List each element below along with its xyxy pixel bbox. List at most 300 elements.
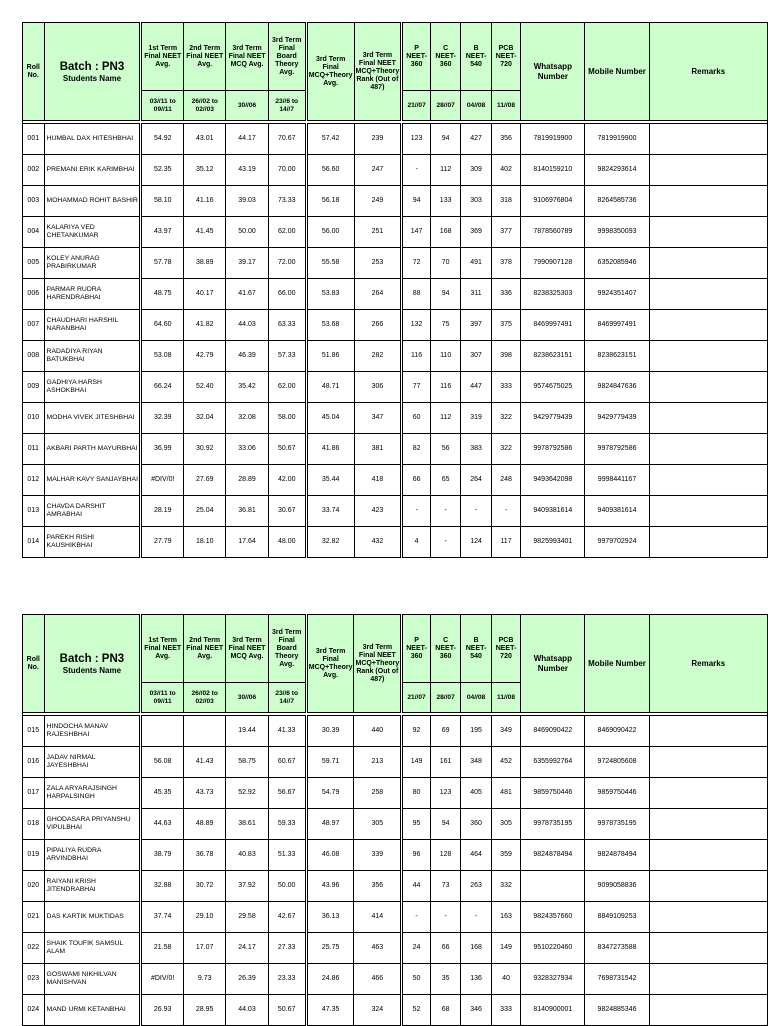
t1-header: 1st Term Final NEET Avg. (141, 23, 184, 91)
roll-cell: 004 (23, 217, 45, 248)
remarks-cell (649, 716, 767, 747)
t3-mcq-date: 30//06 (226, 683, 268, 713)
pcb-cell: 377 (491, 217, 521, 248)
c-cell: 168 (430, 217, 460, 248)
mobile-cell: 7819919900 (585, 124, 649, 155)
pcb-cell: 349 (491, 716, 521, 747)
mobile-cell: 9998441167 (585, 465, 649, 496)
t3-board-cell: 42.67 (268, 902, 306, 933)
t1-avg-cell: 56.08 (141, 747, 184, 778)
b-header: B NEET-540 (461, 615, 491, 683)
c-cell: 133 (430, 186, 460, 217)
t3-mcq-theory-cell: 45.04 (306, 403, 354, 434)
pcb-cell: 402 (491, 155, 521, 186)
c-header: C NEET-360 (430, 23, 460, 91)
whatsapp-cell: 7990907128 (521, 248, 585, 279)
t3-mcq-cell: 52.92 (226, 778, 268, 809)
p-cell: - (402, 902, 431, 933)
t1-avg-cell: 27.79 (141, 527, 184, 558)
mobile-cell: 9978792586 (585, 434, 649, 465)
b-cell: 369 (461, 217, 491, 248)
c-cell: 73 (430, 871, 460, 902)
t1-avg-cell: 53.08 (141, 341, 184, 372)
batch-title: Batch : PN3 (59, 60, 125, 73)
t2-avg-cell: 41.82 (184, 310, 226, 341)
t3-mcq-theory-cell: 36.13 (306, 902, 354, 933)
student-name-cell: HINDOCHA MANAV RAJESHBHAI (44, 716, 141, 747)
remarks-cell (649, 155, 767, 186)
t1-avg-cell: 32.88 (141, 871, 184, 902)
t3-mcq-cell: 44.03 (226, 310, 268, 341)
c-cell: 69 (430, 716, 460, 747)
remarks-header: Remarks (649, 615, 767, 713)
t2-avg-cell: 32.04 (184, 403, 226, 434)
p-date: 21//07 (402, 91, 431, 121)
student-name-cell: GOSWAMI NIKHILVAN MANISHVAN (44, 964, 141, 995)
whatsapp-cell: 7878560789 (521, 217, 585, 248)
remarks-cell (649, 527, 767, 558)
t2-header: 2nd Term Final NEET Avg. (184, 23, 226, 91)
t1-avg-cell: 32.39 (141, 403, 184, 434)
p-header: P NEET-360 (402, 615, 431, 683)
b-cell: 263 (461, 871, 491, 902)
b-cell: 348 (461, 747, 491, 778)
pcb-date: 11//08 (491, 91, 521, 121)
c-date: 28//07 (430, 91, 460, 121)
t3-board-cell: 62.00 (268, 217, 306, 248)
b-cell: - (461, 902, 491, 933)
t3-mcq-theory-cell: 32.82 (306, 527, 354, 558)
p-cell: 60 (402, 403, 431, 434)
student-name-cell: HUMBAL DAX HITESHBHAI (44, 124, 141, 155)
roll-cell: 023 (23, 964, 45, 995)
student-name-cell: ZALA ARYARAJSINGH HARPALSINGH (44, 778, 141, 809)
t3-mcq-theory-cell: 33.74 (306, 496, 354, 527)
pcb-date: 11//08 (491, 683, 521, 713)
t3-mcq-cell: 46.39 (226, 341, 268, 372)
student-name-cell: MOHAMMAD ROHIT BASHIR (44, 186, 141, 217)
t3-board-cell: 27.33 (268, 933, 306, 964)
t1-avg-cell (141, 716, 184, 747)
remarks-cell (649, 840, 767, 871)
student-name-cell: KALARIYA VED CHETANKUMAR (44, 217, 141, 248)
mobile-cell: 7698731542 (585, 964, 649, 995)
rank-cell: 264 (354, 279, 402, 310)
whatsapp-cell: 9859750446 (521, 778, 585, 809)
whatsapp-cell: 8469997491 (521, 310, 585, 341)
c-cell: 128 (430, 840, 460, 871)
t3-board-cell: 57.33 (268, 341, 306, 372)
p-cell: 123 (402, 124, 431, 155)
t3-mcq-cell: 39.17 (226, 248, 268, 279)
b-cell: 346 (461, 995, 491, 1026)
student-name-cell: CHAVDA DARSHIT AMRABHAI (44, 496, 141, 527)
c-cell: 68 (430, 995, 460, 1026)
table-row (23, 995, 768, 1026)
t3-board-header: 3rd Term Final Board Theory Avg. (268, 615, 306, 683)
t3-board-date: 23//6 to 14//7 (268, 683, 306, 713)
t2-avg-cell: 30.92 (184, 434, 226, 465)
t1-header: 1st Term Final NEET Avg. (141, 615, 184, 683)
table-row (23, 809, 768, 840)
t3-mcq-cell: 17.64 (226, 527, 268, 558)
rank-cell: 423 (354, 496, 402, 527)
student-name-cell: PIPALIYA RUDRA ARVINDBHAI (44, 840, 141, 871)
table-row (23, 496, 768, 527)
t2-avg-cell: 41.16 (184, 186, 226, 217)
b-cell: 383 (461, 434, 491, 465)
t3-mcq-cell: 41.67 (226, 279, 268, 310)
table-row (23, 465, 768, 496)
t1-avg-cell: 45.35 (141, 778, 184, 809)
student-name-cell: MODHA VIVEK JITESHBHAI (44, 403, 141, 434)
table-row (23, 840, 768, 871)
b-cell: 303 (461, 186, 491, 217)
remarks-cell (649, 341, 767, 372)
roll-cell: 008 (23, 341, 45, 372)
table-row (23, 217, 768, 248)
rank-cell: 463 (354, 933, 402, 964)
t3-mcq-cell: 44.17 (226, 124, 268, 155)
t3-mcq-theory-cell: 55.58 (306, 248, 354, 279)
remarks-cell (649, 186, 767, 217)
t3-mcq-theory-cell: 47.35 (306, 995, 354, 1026)
table-row (23, 778, 768, 809)
rank-cell: 253 (354, 248, 402, 279)
p-cell: 116 (402, 341, 431, 372)
pcb-cell: 322 (491, 403, 521, 434)
t2-header: 2nd Term Final NEET Avg. (184, 615, 226, 683)
c-cell: 112 (430, 403, 460, 434)
pcb-cell: 452 (491, 747, 521, 778)
table-row (23, 155, 768, 186)
remarks-cell (649, 434, 767, 465)
mobile-cell: 9924351407 (585, 279, 649, 310)
p-cell: - (402, 496, 431, 527)
whatsapp-cell: 9429779439 (521, 403, 585, 434)
student-name-cell: MAND URMI KETANBHAI (44, 995, 141, 1026)
t3-rank-header: 3rd Term Final NEET MCQ+Theory Rank (Out of 487) (354, 615, 402, 713)
table-body-1 (23, 121, 768, 558)
p-cell: 44 (402, 871, 431, 902)
pcb-cell: 359 (491, 840, 521, 871)
p-cell: 66 (402, 465, 431, 496)
whatsapp-header: Whatsapp Number (521, 23, 585, 121)
remarks-cell (649, 248, 767, 279)
t2-avg-cell: 17.07 (184, 933, 226, 964)
remarks-header: Remarks (649, 23, 767, 121)
t2-avg-cell: 41.43 (184, 747, 226, 778)
c-cell: 110 (430, 341, 460, 372)
t2-avg-cell: 48.89 (184, 809, 226, 840)
rank-cell: 251 (354, 217, 402, 248)
whatsapp-cell: 8238623151 (521, 341, 585, 372)
rank-cell: 324 (354, 995, 402, 1026)
t3-mcq-theory-cell: 41.86 (306, 434, 354, 465)
t3-board-cell: 66.00 (268, 279, 306, 310)
t1-avg-cell: 52.35 (141, 155, 184, 186)
remarks-cell (649, 279, 767, 310)
p-cell: 72 (402, 248, 431, 279)
remarks-cell (649, 124, 767, 155)
student-name-cell: KOLEY ANURAG PRABIRKUMAR (44, 248, 141, 279)
mobile-cell: 9859750446 (585, 778, 649, 809)
t3-board-cell: 30.67 (268, 496, 306, 527)
mobile-cell: 9978735195 (585, 809, 649, 840)
roll-cell: 010 (23, 403, 45, 434)
t2-avg-cell: 43.01 (184, 124, 226, 155)
t3-board-cell: 50.67 (268, 995, 306, 1026)
table-row (23, 527, 768, 558)
c-cell: 123 (430, 778, 460, 809)
whatsapp-cell: 9574675025 (521, 372, 585, 403)
t1-avg-cell: 38.79 (141, 840, 184, 871)
t2-avg-cell: 41.45 (184, 217, 226, 248)
roll-cell: 020 (23, 871, 45, 902)
table-row (23, 310, 768, 341)
c-cell: 94 (430, 279, 460, 310)
t3-mcq-theory-cell: 25.75 (306, 933, 354, 964)
mobile-cell: 8347273588 (585, 933, 649, 964)
t3-mcq-cell: 19.44 (226, 716, 268, 747)
rank-cell: 347 (354, 403, 402, 434)
roll-cell: 016 (23, 747, 45, 778)
pcb-cell: 305 (491, 809, 521, 840)
p-cell: 95 (402, 809, 431, 840)
rank-cell: 258 (354, 778, 402, 809)
b-header: B NEET-540 (461, 23, 491, 91)
roll-cell: 011 (23, 434, 45, 465)
t3-mcq-theory-cell: 59.71 (306, 747, 354, 778)
remarks-cell (649, 403, 767, 434)
t3-board-date: 23//6 to 14//7 (268, 91, 306, 121)
remarks-cell (649, 964, 767, 995)
pcb-cell: 481 (491, 778, 521, 809)
table-row (23, 902, 768, 933)
mobile-cell: 9824878494 (585, 840, 649, 871)
student-name-cell: SHAIK TOUFIK SAMSUL ALAM (44, 933, 141, 964)
p-header: P NEET-360 (402, 23, 431, 91)
rank-cell: 339 (354, 840, 402, 871)
p-cell: 149 (402, 747, 431, 778)
t3-mcq-theory-cell: 53.83 (306, 279, 354, 310)
t3-mcq-cell: 38.61 (226, 809, 268, 840)
t2-avg-cell: 36.78 (184, 840, 226, 871)
roll-cell: 024 (23, 995, 45, 1026)
t3-board-cell: 50.67 (268, 434, 306, 465)
b-cell: 405 (461, 778, 491, 809)
t1-avg-cell: 36.99 (141, 434, 184, 465)
p-cell: 50 (402, 964, 431, 995)
student-name-cell: JADAV NIRMAL JAYESHBHAI (44, 747, 141, 778)
t1-avg-cell: 57.78 (141, 248, 184, 279)
t3-mcq-cell: 28.89 (226, 465, 268, 496)
whatsapp-cell: 8469090422 (521, 716, 585, 747)
mobile-cell: 9979702924 (585, 527, 649, 558)
t3-mcq-cell: 26.39 (226, 964, 268, 995)
roll-header: Roll No. (23, 23, 45, 121)
p-cell: 92 (402, 716, 431, 747)
c-cell: 56 (430, 434, 460, 465)
rank-cell: 282 (354, 341, 402, 372)
whatsapp-cell: 9978735195 (521, 809, 585, 840)
t3-board-cell: 42.00 (268, 465, 306, 496)
p-cell: 82 (402, 434, 431, 465)
student-name-cell: PAREKH RISHI KAUSHIKBHAI (44, 527, 141, 558)
t3-mcq-header: 3rd Term Final NEET MCQ Avg. (226, 23, 268, 91)
t2-avg-cell: 27.69 (184, 465, 226, 496)
c-cell: 161 (430, 747, 460, 778)
b-date: 04//08 (461, 683, 491, 713)
t3-board-cell: 58.00 (268, 403, 306, 434)
t2-avg-cell: 18.10 (184, 527, 226, 558)
mobile-cell: 9824847636 (585, 372, 649, 403)
t3-board-header: 3rd Term Final Board Theory Avg. (268, 23, 306, 91)
p-cell: 80 (402, 778, 431, 809)
student-name-cell: RADADIYA RIYAN BATUKBHAI (44, 341, 141, 372)
rank-cell: 266 (354, 310, 402, 341)
table-row (23, 248, 768, 279)
t3-board-cell: 23.33 (268, 964, 306, 995)
roll-cell: 005 (23, 248, 45, 279)
students-name-header: Students Name (62, 73, 122, 83)
pcb-cell: 332 (491, 871, 521, 902)
t3-mcq-theory-cell: 51.86 (306, 341, 354, 372)
remarks-cell (649, 465, 767, 496)
t2-avg-cell: 40.17 (184, 279, 226, 310)
remarks-cell (649, 933, 767, 964)
remarks-cell (649, 310, 767, 341)
pcb-cell: 149 (491, 933, 521, 964)
whatsapp-cell: 9106976804 (521, 186, 585, 217)
t3-mcq-theory-cell: 24.86 (306, 964, 354, 995)
t1-avg-cell: 37.74 (141, 902, 184, 933)
rank-cell: 440 (354, 716, 402, 747)
batch-header (44, 615, 141, 713)
rank-cell: 305 (354, 809, 402, 840)
b-date: 04//08 (461, 91, 491, 121)
c-cell: 35 (430, 964, 460, 995)
t3-mcq-theory-cell: 35.44 (306, 465, 354, 496)
student-name-cell: RAIYANI KRISH JITENDRABHAI (44, 871, 141, 902)
b-cell: 311 (461, 279, 491, 310)
mobile-cell: 8849109253 (585, 902, 649, 933)
roll-header: Roll No. (23, 615, 45, 713)
roll-cell: 003 (23, 186, 45, 217)
pcb-cell: 318 (491, 186, 521, 217)
roll-cell: 009 (23, 372, 45, 403)
t1-avg-cell: 66.24 (141, 372, 184, 403)
student-name-cell: CHAUDHARI HARSHIL NARANBHAI (44, 310, 141, 341)
t3-mcq-cell: 37.92 (226, 871, 268, 902)
rank-cell: 249 (354, 186, 402, 217)
t3-mcq-cell: 36.81 (226, 496, 268, 527)
rank-cell: 356 (354, 871, 402, 902)
b-cell: 124 (461, 527, 491, 558)
roll-cell: 001 (23, 124, 45, 155)
b-cell: 360 (461, 809, 491, 840)
remarks-cell (649, 747, 767, 778)
roll-cell: 022 (23, 933, 45, 964)
student-name-cell: PARMAR RUDRA HARENDRABHAI (44, 279, 141, 310)
pcb-cell: 333 (491, 372, 521, 403)
remarks-cell (649, 496, 767, 527)
t2-avg-cell: 28.95 (184, 995, 226, 1026)
b-cell: 319 (461, 403, 491, 434)
pcb-cell: 333 (491, 995, 521, 1026)
pcb-cell: 336 (491, 279, 521, 310)
c-cell: - (430, 527, 460, 558)
t1-avg-cell: 58.10 (141, 186, 184, 217)
t3-board-cell: 70.00 (268, 155, 306, 186)
pcb-cell: 378 (491, 248, 521, 279)
t1-date: 03//11 to 09//11 (141, 683, 184, 713)
b-cell: 397 (461, 310, 491, 341)
t1-avg-cell: 28.19 (141, 496, 184, 527)
c-cell: 66 (430, 933, 460, 964)
batch-header (44, 23, 141, 121)
b-cell: 447 (461, 372, 491, 403)
t2-avg-cell: 43.73 (184, 778, 226, 809)
mobile-cell: 9998350093 (585, 217, 649, 248)
roll-cell: 002 (23, 155, 45, 186)
t2-avg-cell: 38.89 (184, 248, 226, 279)
t3-board-cell: 62.00 (268, 372, 306, 403)
mobile-cell: 9724805608 (585, 747, 649, 778)
p-cell: 132 (402, 310, 431, 341)
t3-mcq-cell: 24.17 (226, 933, 268, 964)
t3-board-cell: 41.33 (268, 716, 306, 747)
p-date: 21//07 (402, 683, 431, 713)
whatsapp-cell: 9493642098 (521, 465, 585, 496)
t3-mcq-theory-cell: 57.42 (306, 124, 354, 155)
b-cell: 307 (461, 341, 491, 372)
t1-avg-cell: 64.60 (141, 310, 184, 341)
t3-mcq-cell: 43.19 (226, 155, 268, 186)
table-row (23, 933, 768, 964)
t1-avg-cell: 44.63 (141, 809, 184, 840)
table-row (23, 434, 768, 465)
whatsapp-cell: 9409381614 (521, 496, 585, 527)
roll-cell: 021 (23, 902, 45, 933)
whatsapp-header: Whatsapp Number (521, 615, 585, 713)
roll-cell: 017 (23, 778, 45, 809)
remarks-cell (649, 778, 767, 809)
t3-mcq-cell: 39.03 (226, 186, 268, 217)
p-cell: 77 (402, 372, 431, 403)
p-cell: 96 (402, 840, 431, 871)
whatsapp-cell: 9824357660 (521, 902, 585, 933)
c-cell: 94 (430, 809, 460, 840)
t3-mcq-theory-cell: 43.96 (306, 871, 354, 902)
t3-board-cell: 60.67 (268, 747, 306, 778)
pcb-cell: - (491, 496, 521, 527)
table-row (23, 403, 768, 434)
t3-board-cell: 59.33 (268, 809, 306, 840)
c-cell: 94 (430, 124, 460, 155)
b-cell: 427 (461, 124, 491, 155)
p-cell: 94 (402, 186, 431, 217)
t2-avg-cell: 52.40 (184, 372, 226, 403)
t3-mcq-theory-cell: 54.79 (306, 778, 354, 809)
whatsapp-cell: 8140159210 (521, 155, 585, 186)
t1-avg-cell: #DIV/0! (141, 465, 184, 496)
b-cell: 464 (461, 840, 491, 871)
t3-mcq-cell: 35.42 (226, 372, 268, 403)
t3-mcq-theory-cell: 53.68 (306, 310, 354, 341)
mobile-cell: 9429779439 (585, 403, 649, 434)
t3-board-cell: 50.00 (268, 871, 306, 902)
